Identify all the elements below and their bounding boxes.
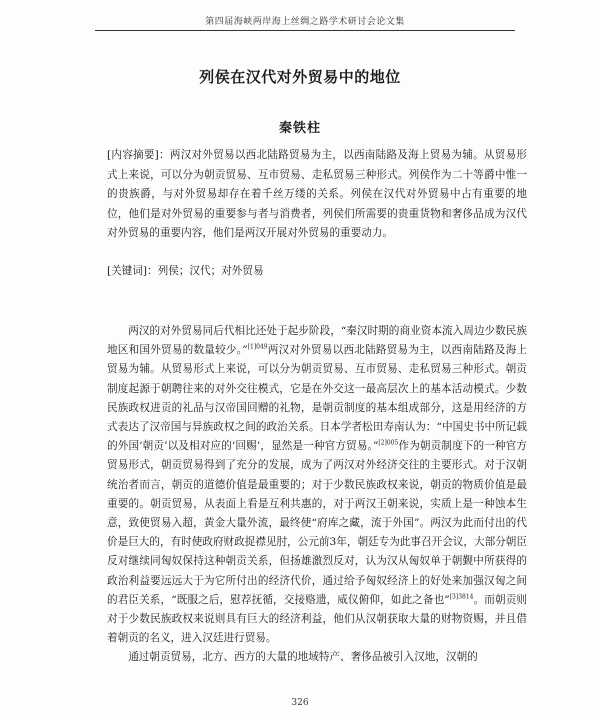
body-text-segment: 两汉对外贸易以西北陆路贸易为主，以西南陆路及海上贸易为辅。从贸易形式上来说，可以分为朝贡贸易、互市贸易、走私贸易三种形式。朝贡制度起源于朝聘往来的对外交往模式，它是在外交这一最高层次上的基本活动模式。少数民族政权进贡的礼品与汉帝国回赠的礼物，是朝贡制度的基本组成部分，这是用经济的方式表达了汉帝国与异族政权之间的政治关系。日本学者松田寿南认为：“中国史书中所记载的外国‘朝贡’以及相对应的‘回赐’，显然是一种官方贸易。”	[107, 344, 528, 453]
page-number: 326	[291, 698, 309, 708]
article-author: 秦铁柱	[278, 121, 321, 136]
citation-ref: [3]3814	[449, 593, 474, 601]
header-rule	[95, 30, 515, 31]
body-paragraph: 通过朝贡贸易，北方、西方的大量的地域特产、奢侈品被引入汉地，汉朝的	[128, 651, 478, 664]
citation-ref: [1]049	[247, 343, 268, 351]
body-text-segment: 。而朝贡则对于少数民族政权来说则具有巨大的经济利益，他们从汉朝获取大量的财物资赐，并且借着朝贡的名义，进入汉廷进行贸易。	[107, 593, 527, 645]
citation-ref: [2]005	[378, 439, 399, 447]
body-text-segment: 作为朝贡制度下的一种官方贸易形式，朝贡贸易得到了充分的发展，成为了两汉对外经济交往的主要形式。对于汉朝统治者而言，朝贡的道德价值是最重要的；对于少数民族政权来说，朝贡的物质价值是最重要的。朝贡贸易，从表面上看是互利共惠的，对于两汉王朝来说，实质上是一种蚀本生意，致使贸易入超，黄金大量外流，最终使“府库之藏，流于外国”。两汉为此而付出的代价是巨大的，有时使政府财政捉襟见肘，公元前3年，朝廷专为此事召开会议，大部分朝臣反对继续同匈奴保持这种朝贡关系，但扬雄激烈反对，认为汉从匈奴单于朝觐中所获得的政治利益要远远大于为它所付出的经济代价，通过给予匈奴经济上的好处来加强汉匈之间的君臣关系，“既服之后，慰荐抚循，交接赂遗，威仪俯仰，如此之备也”	[107, 440, 527, 606]
body-paragraph	[107, 322, 527, 648]
keywords: [关键词]：列侯；汉代；对外贸易	[107, 265, 264, 277]
article-title: 列侯在汉代对外贸易中的地位	[199, 68, 401, 86]
body-text-segment: 两汉的对外贸易同后代相比还处于起步阶段，“秦汉时期的商业资本流入周边少数民族地区和国外贸易的数量较少。”	[107, 325, 527, 357]
abstract: [内容摘要]：两汉对外贸易以西北陆路贸易为主，以西南陆路及海上贸易为辅。从贸易形式上来说，可以分为朝贡贸易、互市贸易、走私贸易三种形式。列侯作为二十等爵中惟一的贵族爵，与对外贸易却存在着千丝万缕的关系。列侯在汉代对外贸易中占有重要的地位，他们是对外贸易的重要参与者与消费者，列侯们所需要的贵重货物和奢侈品成为汉代对外贸易的重要内容，他们是两汉开展对外贸易的重要动力。	[107, 149, 527, 240]
running-header: 第四届海峡两岸海上丝绸之路学术研讨会论文集	[205, 17, 405, 27]
body-text	[107, 322, 527, 668]
